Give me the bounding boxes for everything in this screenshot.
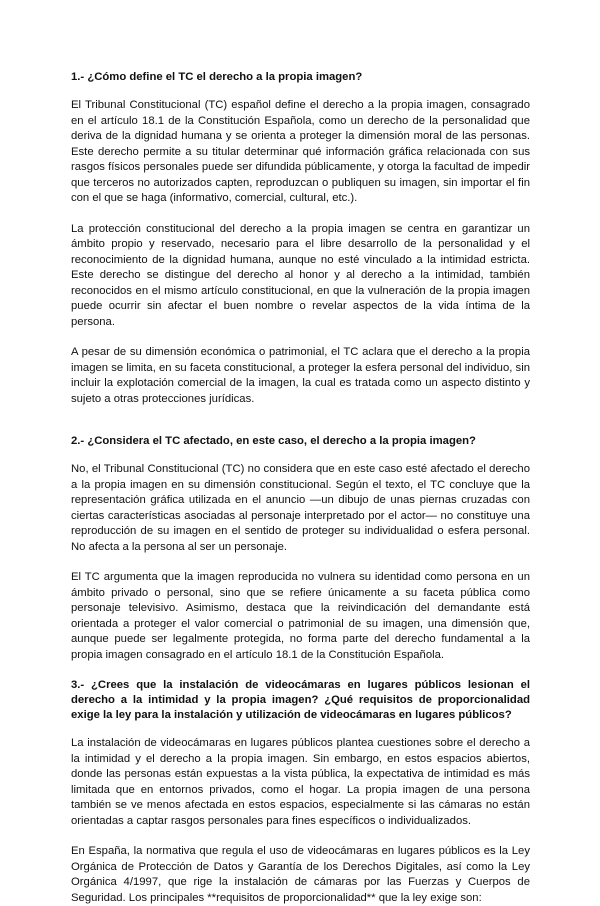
section-1: [71, 70, 530, 407]
section-2-paragraph-2: El TC argumenta que la imagen reproducida no vulnera su identidad como persona en un ámbito privado o personal, sino que se refiere únicamente a su faceta pública como personaje televisivo. Asimismo, destaca que la reivindicación del demandante está orientada a proteger el valor comercial o patrimonial de su imagen, una dimensión que, aunque puede ser legalmente protegida, no forma parte del derecho fundamental a la propia imagen consagrado en el artículo 18.1 de la Constitución Española.: [71, 571, 530, 661]
section-1-paragraph-1: El Tribunal Constitucional (TC) español define el derecho a la propia imagen, consagrado en el artículo 18.1 de la Constitución Española, como un derecho de la personalidad que deriva de la dignidad humana y se orienta a proteger la dimensión moral de las personas. Este derecho permite a su titular determinar qué información gráfica relacionada con sus rasgos físicos personales puede ser difundida públicamente, y otorga la facultad de impedir que terceros no autorizados capten, reproduzcan o publiquen su imagen, sin importar el fin con el que se haga (informativo, comercial, cultural, etc.).: [71, 99, 530, 204]
section-3: [71, 678, 530, 906]
section-1-paragraph-2: La protección constitucional del derecho a la propia imagen se centra en garantizar un ámbito propio y reservado, necesario para el libre desarrollo de la personalidad y el reconocimiento de la dignidad humana, aunque no esté vinculado a la intimidad estricta. Este derecho se distingue del derecho al honor y al derecho a la intimidad, también reconocidos en el mismo artículo constitucional, en que la vulneración de la propia imagen puede ocurrir sin afectar el buen nombre o revelar aspectos de la vida íntima de la persona.: [71, 222, 530, 328]
section-2-paragraph-1: No, el Tribunal Constitucional (TC) no considera que en este caso esté afectado el derecho a la propia imagen en su dimensión constitucional. Según el texto, el TC concluye que la representación gráfica utilizada en el anuncio —un dibujo de unas piernas cruzadas con ciertas características asociadas al personaje interpretado por el actor— no constituye una reproducción de su imagen en el sentido de proteger su individualidad o esfera personal. No afecta a la persona al ser un personaje.: [71, 463, 530, 553]
section-3-paragraph-1: La instalación de videocámaras en lugares públicos plantea cuestiones sobre el derecho a la intimidad y el derecho a la propia imagen. Sin embargo, en estos espacios abiertos, donde las personas están expuestas a la vista pública, la expectativa de intimidad es más limitada que en entornos privados, como el hogar. La propia imagen de una persona también se ve menos afectada en estos espacios, especialmente si las cámaras no están orientadas a captar rasgos personales para fines específicos o individualizados.: [71, 737, 530, 827]
section-2: [71, 434, 530, 663]
section-1-heading: 1.- ¿Cómo define el TC el derecho a la propia imagen?: [71, 71, 363, 83]
section-2-heading: 2.- ¿Considera el TC afectado, en este caso, el derecho a la propia imagen?: [71, 435, 476, 447]
section-3-heading: 3.- ¿Crees que la instalación de videocámaras en lugares públicos lesionan el derecho a la intimidad y la propia imagen? ¿Qué requisitos de proporcionalidad exige la ley para la instalación y utilización de videocámaras en lugares públicos?: [71, 679, 530, 721]
section-3-paragraph-2: En España, la normativa que regula el uso de videocámaras en lugares públicos es la Ley Orgánica de Protección de Datos y Garantía de los Derechos Digitales, así como la Ley Orgánica 4/1997, que rige la instalación de cámaras por las Fuerzas y Cuerpos de Seguridad. Los principales **requisitos de proporcionalidad** que la ley exige son:: [71, 845, 530, 904]
section-1-paragraph-3: A pesar de su dimensión económica o patrimonial, el TC aclara que el derecho a la propia imagen se limita, en su faceta constitucional, a proteger la esfera personal del individuo, sin incluir la explotación comercial de la imagen, la cual es tratada como un aspecto distinto y sujeto a otras protecciones jurídicas.: [71, 346, 530, 405]
